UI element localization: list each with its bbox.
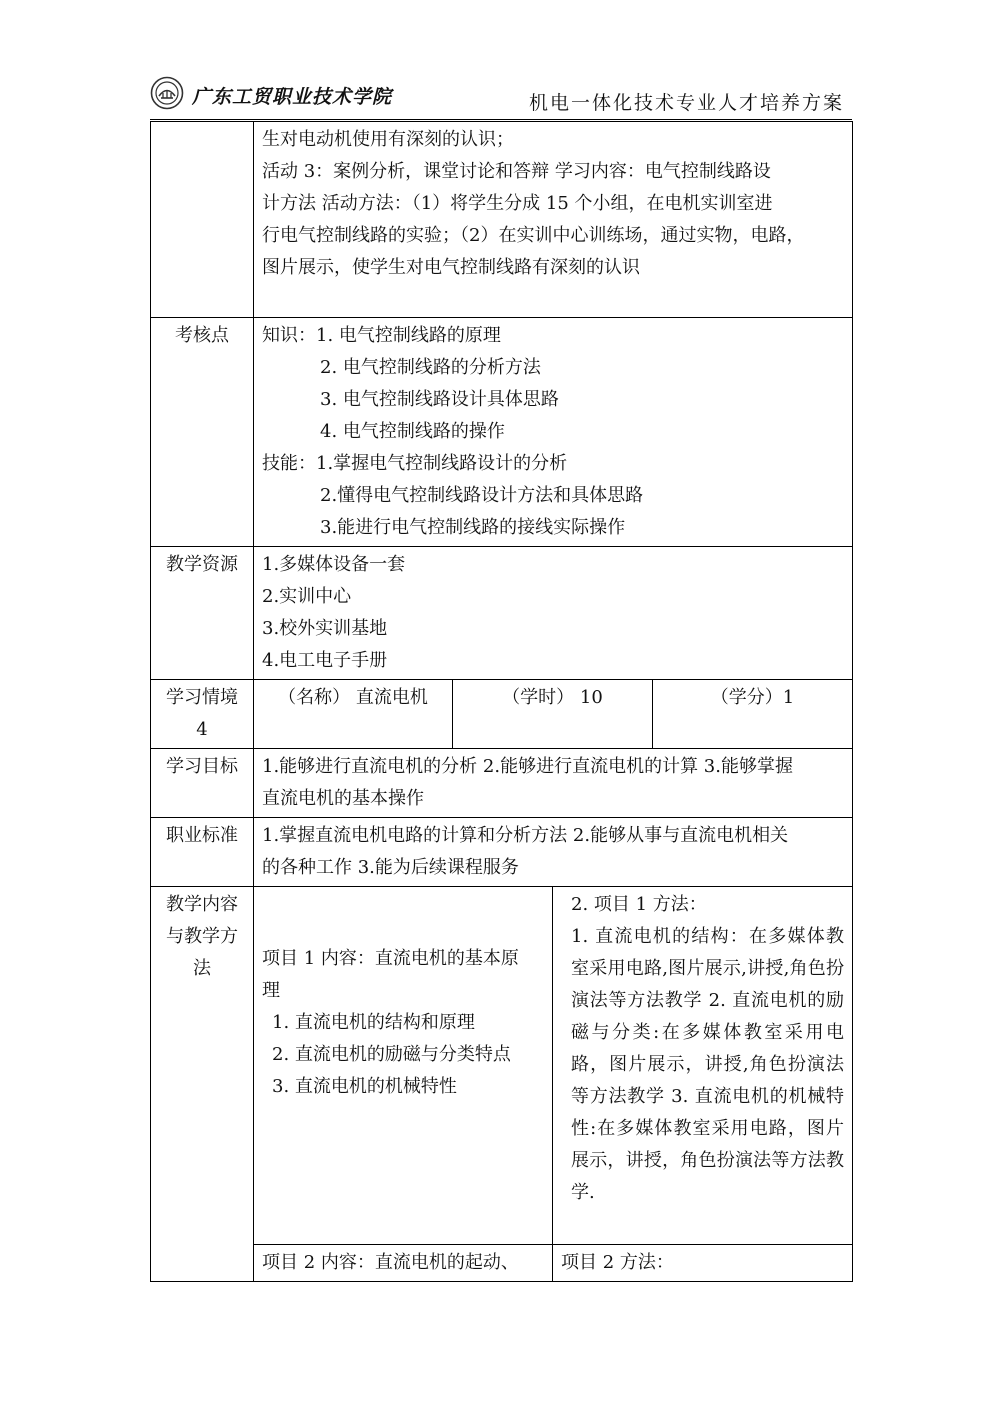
content1-item: 1. 直流电机的结构和原理 [272, 1011, 475, 1033]
resource-item: 3.校外实训基地 [262, 618, 388, 639]
knowledge-item: 4. 电气控制线路的操作 [320, 421, 505, 442]
resources-label: 教学资源 [151, 547, 254, 680]
page-header [150, 72, 852, 114]
teaching-label-line: 与教学方 [166, 926, 238, 947]
assessment-row [151, 318, 853, 547]
method1-cell [553, 887, 853, 1245]
knowledge-title: 知识：1. 电气控制线路的原理 [262, 325, 501, 346]
content1-title: 项目 1 内容：直流电机的基本原 [262, 947, 519, 969]
situation-label-text: 学习情境 [166, 687, 238, 708]
method2-title: 项目 2 方法： [561, 1252, 674, 1273]
teaching-label-line: 法 [193, 958, 211, 979]
situation-number: 4 [196, 719, 208, 740]
activity-line: 行电气控制线路的实验；（2）在实训中心训练场，通过实物，电路， [262, 225, 805, 246]
standard-row [151, 818, 853, 887]
situation-credits: （学分）1 [653, 680, 853, 749]
activity-cell [254, 122, 853, 318]
objective-row [151, 749, 853, 818]
resource-item: 4.电工电子手册 [262, 650, 388, 671]
activity-line: 图片展示，使学生对电气控制线路有深刻的认识 [262, 257, 640, 278]
standard-line: 的各种工作 3.能为后续课程服务 [262, 857, 519, 878]
assessment-label: 考核点 [151, 318, 254, 547]
content1-cell [254, 887, 553, 1245]
activity-label-cell [151, 122, 254, 318]
resources-row [151, 547, 853, 680]
method1-title: 2. 项目 1 方法： [571, 894, 707, 915]
situation-label [151, 680, 254, 749]
knowledge-item: 2. 电气控制线路的分析方法 [320, 357, 541, 378]
teaching-label-line: 教学内容 [166, 894, 238, 915]
activity-line: 计方法 活动方法：（1）将学生分成 15 个小组，在电机实训室进 [262, 193, 773, 214]
content1-item: 2. 直流电机的励磁与分类特点 [272, 1043, 511, 1065]
standard-cell [254, 818, 853, 887]
skill-title: 技能：1.掌握电气控制线路设计的分析 [262, 453, 568, 474]
skill-item: 3.能进行电气控制线路的接线实际操作 [320, 517, 626, 538]
resource-item: 2.实训中心 [262, 586, 352, 607]
teaching-label [151, 887, 254, 1282]
content1-title-cont: 理 [262, 979, 280, 1001]
objective-line: 1.能够进行直流电机的分析 2.能够进行直流电机的计算 3.能够掌握 [262, 756, 793, 777]
school-emblem-icon [150, 76, 184, 110]
header-divider [150, 119, 852, 120]
content1-item: 3. 直流电机的机械特性 [272, 1075, 457, 1097]
activity-row [151, 122, 853, 318]
content2-title: 项目 2 内容：直流电机的起动、 [262, 1252, 519, 1273]
curriculum-table [150, 121, 853, 1282]
skill-item: 2.懂得电气控制线路设计方法和具体思路 [320, 485, 644, 506]
school-name: 广东工贸职业技术学院 [192, 86, 393, 108]
resources-cell [254, 547, 853, 680]
activity-line: 活动 3：案例分析，课堂讨论和答辩 学习内容：电气控制线路设 [262, 161, 771, 182]
objective-label: 学习目标 [151, 749, 254, 818]
objective-line: 直流电机的基本操作 [262, 788, 424, 809]
resource-item: 1.多媒体设备一套 [262, 554, 406, 575]
assessment-cell [254, 318, 853, 547]
activity-line: 生对电动机使用有深刻的认识； [262, 129, 514, 150]
method2-cell [553, 1245, 853, 1282]
teaching-row-2 [151, 1245, 853, 1282]
standard-line: 1.掌握直流电机电路的计算和分析方法 2.能够从事与直流电机相关 [262, 825, 789, 846]
standard-label: 职业标准 [151, 818, 254, 887]
teaching-row [151, 887, 853, 1245]
objective-cell [254, 749, 853, 818]
situation-row [151, 680, 853, 749]
situation-name: （名称） 直流电机 [254, 680, 453, 749]
situation-hours: （学时） 10 [453, 680, 653, 749]
document-title: 机电一体化技术专业人才培养方案 [528, 92, 844, 114]
method1-text: 1. 直流电机的结构：在多媒体教室采用电路,图片展示,讲授,角色扮演法等方法教学 2. 直流电机的励磁与分类:在多媒体教室采用电路，图片展示，讲授,角色扮演法等方法教学 3. 直流电机的机械特性:在多媒体教室采用电路，图片展示，讲授，角色扮演法等方法教学. [571, 926, 845, 1203]
knowledge-item: 3. 电气控制线路设计具体思路 [320, 389, 559, 410]
content2-cell [254, 1245, 553, 1282]
